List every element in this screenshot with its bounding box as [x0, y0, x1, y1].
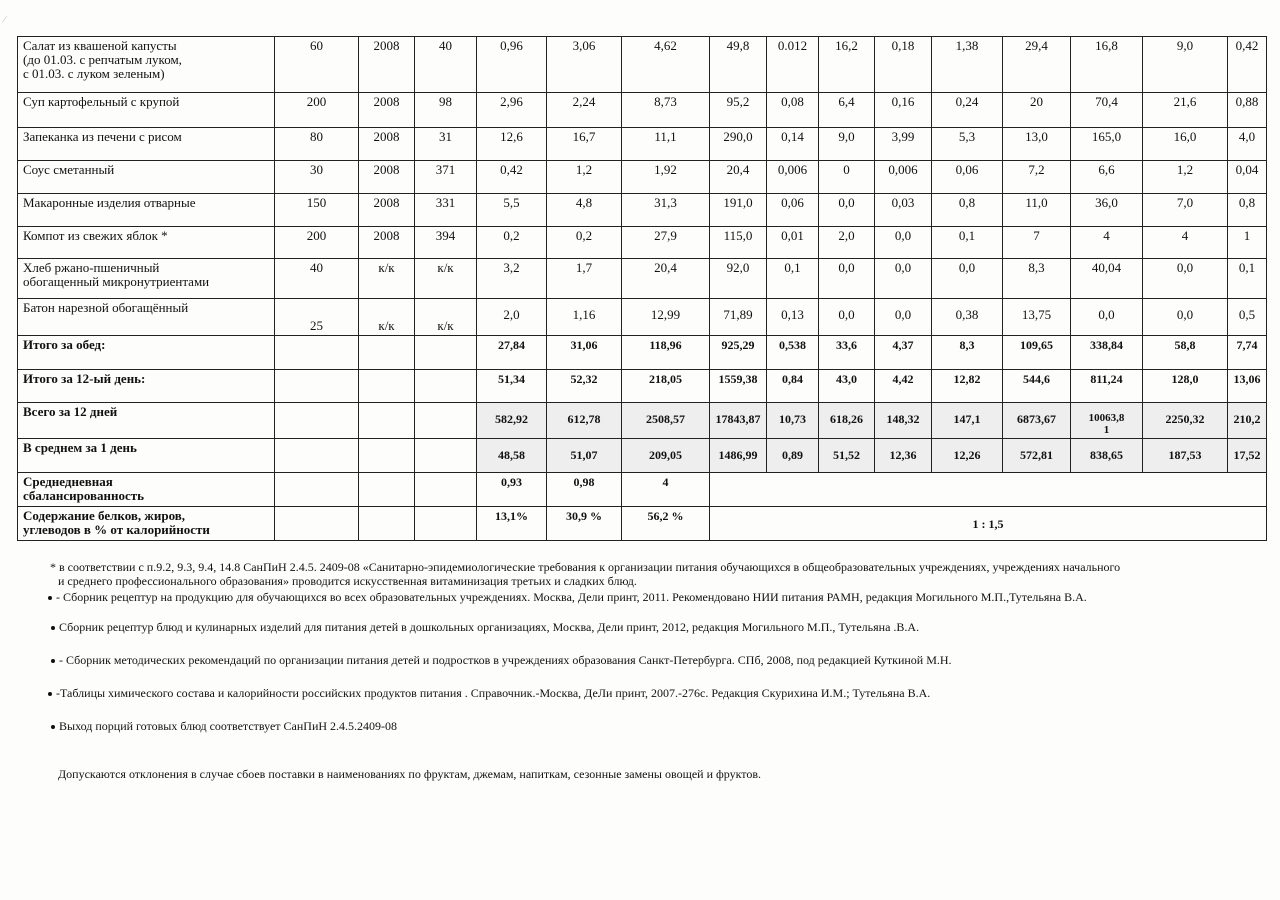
cell-col-2	[359, 473, 415, 507]
cell-col-6: 31,3	[622, 194, 710, 227]
cell-col-1	[275, 473, 359, 507]
cell-col-12: 11,0	[1003, 194, 1071, 227]
cell-col-6: 12,99	[622, 299, 710, 336]
table-row	[18, 473, 1267, 507]
footnote-cont: и среднего профессионального образования» проводится искусственная витаминизация третьих и сладких блюд.	[58, 574, 637, 588]
cell-col-5: 3,06	[547, 37, 622, 93]
cell-col-15: 13,06	[1228, 370, 1267, 403]
cell-col-2: 2008	[359, 194, 415, 227]
cell-col-9: 9,0	[819, 128, 875, 161]
cell-col-13: 0,0	[1071, 299, 1143, 336]
source-item-4: -Таблицы химического состава и калорийности российских продуктов питания . Справочник.-Москва, ДеЛи принт, 2007.-276с. Редакция Скурихина И.М.; Тутельяна В.А.	[48, 686, 1275, 700]
scan-mark: ∕	[4, 14, 6, 24]
table-row	[18, 439, 1267, 473]
bullet-icon	[48, 692, 52, 696]
cell-col-4: 0,96	[477, 37, 547, 93]
cell-col-1: 200	[275, 227, 359, 259]
cell-col-3: 31	[415, 128, 477, 161]
cell-col-8: 0,14	[767, 128, 819, 161]
cell-col-3	[415, 473, 477, 507]
cell-col-9: 33,6	[819, 336, 875, 370]
cell-col-2: 2008	[359, 227, 415, 259]
cell-col-14: 16,0	[1143, 128, 1228, 161]
cell-col-4: 12,6	[477, 128, 547, 161]
cell-col-12: 572,81	[1003, 439, 1071, 473]
table-row	[18, 507, 1267, 541]
nutrition-table	[17, 36, 1267, 541]
cell-col-7: 191,0	[710, 194, 767, 227]
cell-col-9: 43,0	[819, 370, 875, 403]
cell-col-2	[359, 336, 415, 370]
cell-col-12: 13,75	[1003, 299, 1071, 336]
cell-col-10: 148,32	[875, 403, 932, 439]
cell-col-14: 128,0	[1143, 370, 1228, 403]
final-note: Допускаются отклонения в случае сбоев поставки в наименованиях по фруктам, джемам, напиткам, сезонные замены овощей и фруктов.	[58, 767, 762, 781]
cell-col-13: 6,6	[1071, 161, 1143, 194]
cell-col-3	[415, 439, 477, 473]
cell-col-2: к/к	[359, 259, 415, 299]
cell-col-8: 0,89	[767, 439, 819, 473]
cell-col-2: 2008	[359, 161, 415, 194]
cell-col-6: 56,2 %	[622, 507, 710, 541]
cell-col-1	[275, 507, 359, 541]
cell-col-12: 6873,67	[1003, 403, 1071, 439]
source-item-2: Сборник рецептур блюд и кулинарных изделий для питания детей в дошкольных организациях, Москва, Дели принт, 2012, редакция Могильного М.П., Тутельяна .В.А.	[51, 620, 1275, 634]
cell-col-3: 40	[415, 37, 477, 93]
cell-col-2	[359, 439, 415, 473]
cell-col-10: 3,99	[875, 128, 932, 161]
cell-col-4: 0,2	[477, 227, 547, 259]
cell-col-5: 30,9 %	[547, 507, 622, 541]
table-row	[18, 370, 1267, 403]
bullet-icon	[51, 725, 55, 729]
cell-col-5: 1,2	[547, 161, 622, 194]
cell-col-4: 582,92	[477, 403, 547, 439]
cell-col-12: 109,65	[1003, 336, 1071, 370]
cell-col-6: 20,4	[622, 259, 710, 299]
cell-col-3: к/к	[415, 259, 477, 299]
cell-col-6: 4	[622, 473, 710, 507]
cell-col-12: 7,2	[1003, 161, 1071, 194]
cell-col-8: 0,13	[767, 299, 819, 336]
dish-name: Итого за 12-ый день:	[18, 370, 275, 403]
cell-col-3	[415, 403, 477, 439]
cell-col-9: 6,4	[819, 93, 875, 128]
dish-name: Батон нарезной обогащённый	[18, 299, 275, 336]
cell-col-4: 48,58	[477, 439, 547, 473]
cell-col-3: 98	[415, 93, 477, 128]
table-row	[18, 403, 1267, 439]
cell-col-2: 2008	[359, 93, 415, 128]
cell-col-7: 95,2	[710, 93, 767, 128]
cell-col-6: 8,73	[622, 93, 710, 128]
cell-col-4: 2,96	[477, 93, 547, 128]
cell-col-5: 1,7	[547, 259, 622, 299]
cell-col-11: 0,0	[932, 259, 1003, 299]
cell-col-7: 49,8	[710, 37, 767, 93]
cell-col-9: 0	[819, 161, 875, 194]
cell-col-9: 618,26	[819, 403, 875, 439]
cell-col-1: 200	[275, 93, 359, 128]
cell-col-6: 2508,57	[622, 403, 710, 439]
notes-section	[20, 560, 1275, 781]
cell-col-12: 29,4	[1003, 37, 1071, 93]
dish-name: В среднем за 1 день	[18, 439, 275, 473]
cell-col-8: 0,08	[767, 93, 819, 128]
source-item-1: - Сборник рецептур на продукцию для обучающихся во всех образовательных учреждениях. Москва, Дели принт, 2011. Рекомендовано НИИ питания РАМН, редакция Могильного М.П.,Тутельяна В.А.	[48, 590, 1275, 604]
dish-name: Итого за обед:	[18, 336, 275, 370]
cell-col-15: 1	[1228, 227, 1267, 259]
cell-col-10: 4,37	[875, 336, 932, 370]
cell-col-11: 5,3	[932, 128, 1003, 161]
dish-name: Макаронные изделия отварные	[18, 194, 275, 227]
cell-col-5: 0,98	[547, 473, 622, 507]
cell-col-5: 52,32	[547, 370, 622, 403]
cell-col-13: 811,24	[1071, 370, 1143, 403]
cell-col-7: 92,0	[710, 259, 767, 299]
dish-name: Среднедневная сбалансированность	[18, 473, 275, 507]
cell-col-5: 51,07	[547, 439, 622, 473]
cell-col-8: 0,84	[767, 370, 819, 403]
cell-col-11: 0,1	[932, 227, 1003, 259]
table-row	[18, 259, 1267, 299]
cell-col-10: 0,18	[875, 37, 932, 93]
cell-col-4: 27,84	[477, 336, 547, 370]
cell-col-11: 0,38	[932, 299, 1003, 336]
bullet-icon	[51, 659, 55, 663]
cell-col-11: 12,26	[932, 439, 1003, 473]
cell-col-9: 0,0	[819, 299, 875, 336]
cell-col-13: 36,0	[1071, 194, 1143, 227]
dish-name: Всего за 12 дней	[18, 403, 275, 439]
cell-col-12: 544,6	[1003, 370, 1071, 403]
cell-col-13: 40,04	[1071, 259, 1143, 299]
cell-col-13: 4	[1071, 227, 1143, 259]
cell-col-2	[359, 370, 415, 403]
cell-col-1: 40	[275, 259, 359, 299]
cell-col-3: 331	[415, 194, 477, 227]
cell-col-4: 51,34	[477, 370, 547, 403]
cell-col-10: 0,006	[875, 161, 932, 194]
cell-col-8: 0,006	[767, 161, 819, 194]
table-row	[18, 194, 1267, 227]
cell-col-15: 4,0	[1228, 128, 1267, 161]
cell-col-12: 8,3	[1003, 259, 1071, 299]
cell-col-14: 21,6	[1143, 93, 1228, 128]
cell-col-4: 0,42	[477, 161, 547, 194]
cell-col-7: 20,4	[710, 161, 767, 194]
cell-col-5: 16,7	[547, 128, 622, 161]
cell-col-4: 0,93	[477, 473, 547, 507]
cell-col-15: 7,74	[1228, 336, 1267, 370]
cell-col-10: 0,16	[875, 93, 932, 128]
dish-name: Суп картофельный с крупой	[18, 93, 275, 128]
cell-col-15: 0,8	[1228, 194, 1267, 227]
cell-col-1: 60	[275, 37, 359, 93]
cell-col-6: 209,05	[622, 439, 710, 473]
cell-col-13: 16,8	[1071, 37, 1143, 93]
cell-col-12: 20	[1003, 93, 1071, 128]
cell-col-8: 0,538	[767, 336, 819, 370]
source-item-5: Выход порций готовых блюд соответствует СанПиН 2.4.5.2409-08	[51, 719, 1275, 733]
cell-col-11: 0,24	[932, 93, 1003, 128]
cell-col-11: 1,38	[932, 37, 1003, 93]
cell-col-4: 5,5	[477, 194, 547, 227]
cell-col-14: 0,0	[1143, 299, 1228, 336]
cell-col-7: 925,29	[710, 336, 767, 370]
cell-col-14: 1,2	[1143, 161, 1228, 194]
cell-col-4: 2,0	[477, 299, 547, 336]
cell-col-13: 10063,8 1	[1071, 403, 1143, 439]
cell-col-8: 0,06	[767, 194, 819, 227]
cell-col-8: 0,1	[767, 259, 819, 299]
cell-col-12: 7	[1003, 227, 1071, 259]
cell-col-9: 2,0	[819, 227, 875, 259]
dish-name: Хлеб ржано-пшеничный обогащенный микронутриентами	[18, 259, 275, 299]
cell-col-7: 115,0	[710, 227, 767, 259]
ratio-cell: 1 : 1,5	[710, 507, 1267, 541]
cell-col-1: 150	[275, 194, 359, 227]
cell-col-6: 118,96	[622, 336, 710, 370]
cell-col-9: 0,0	[819, 194, 875, 227]
dish-name: Запеканка из печени с рисом	[18, 128, 275, 161]
bullet-icon	[51, 626, 55, 630]
cell-col-6: 218,05	[622, 370, 710, 403]
cell-col-2	[359, 507, 415, 541]
cell-col-7: 290,0	[710, 128, 767, 161]
cell-col-3: к/к	[415, 299, 477, 336]
cell-col-7: 1486,99	[710, 439, 767, 473]
footnote: * в соответствии с п.9.2, 9.3, 9.4, 14.8 СанПиН 2.4.5. 2409-08 «Санитарно-эпидемиологические требования к организации питания обучающихся в общеобразовательных учреждениях, учреждениях начального	[50, 560, 1121, 574]
cell-col-11: 0,06	[932, 161, 1003, 194]
cell-col-9: 16,2	[819, 37, 875, 93]
cell-col-3	[415, 336, 477, 370]
cell-col-1	[275, 439, 359, 473]
cell-col-14: 7,0	[1143, 194, 1228, 227]
cell-col-7: 1559,38	[710, 370, 767, 403]
cell-col-9: 51,52	[819, 439, 875, 473]
cell-col-3	[415, 370, 477, 403]
cell-col-1: 80	[275, 128, 359, 161]
cell-col-1	[275, 403, 359, 439]
cell-col-14: 58,8	[1143, 336, 1228, 370]
cell-col-12: 13,0	[1003, 128, 1071, 161]
cell-col-3: 394	[415, 227, 477, 259]
cell-col-15: 0,04	[1228, 161, 1267, 194]
bullet-icon	[48, 596, 52, 600]
cell-col-3: 371	[415, 161, 477, 194]
cell-col-14: 187,53	[1143, 439, 1228, 473]
cell-col-2: 2008	[359, 37, 415, 93]
cell-col-13: 338,84	[1071, 336, 1143, 370]
cell-col-11: 0,8	[932, 194, 1003, 227]
table-row	[18, 336, 1267, 370]
cell-col-11: 12,82	[932, 370, 1003, 403]
cell-col-10: 4,42	[875, 370, 932, 403]
cell-col-1: 30	[275, 161, 359, 194]
cell-col-6: 1,92	[622, 161, 710, 194]
cell-col-10: 12,36	[875, 439, 932, 473]
cell-col-7: 71,89	[710, 299, 767, 336]
cell-col-13: 70,4	[1071, 93, 1143, 128]
table-row	[18, 128, 1267, 161]
empty-cells	[710, 473, 1267, 507]
cell-col-1	[275, 336, 359, 370]
cell-col-7: 17843,87	[710, 403, 767, 439]
cell-col-11: 147,1	[932, 403, 1003, 439]
cell-col-6: 27,9	[622, 227, 710, 259]
cell-col-4: 13,1%	[477, 507, 547, 541]
cell-col-15: 210,2	[1228, 403, 1267, 439]
cell-col-8: 0.012	[767, 37, 819, 93]
cell-col-5: 0,2	[547, 227, 622, 259]
dish-name: Компот из свежих яблок *	[18, 227, 275, 259]
cell-col-2: к/к	[359, 299, 415, 336]
cell-col-15: 0,88	[1228, 93, 1267, 128]
cell-col-10: 0,0	[875, 227, 932, 259]
table-row	[18, 161, 1267, 194]
dish-name: Соус сметанный	[18, 161, 275, 194]
cell-col-3	[415, 507, 477, 541]
cell-col-2: 2008	[359, 128, 415, 161]
cell-col-15: 0,42	[1228, 37, 1267, 93]
cell-col-5: 612,78	[547, 403, 622, 439]
cell-col-13: 165,0	[1071, 128, 1143, 161]
cell-col-14: 9,0	[1143, 37, 1228, 93]
cell-col-10: 0,0	[875, 259, 932, 299]
cell-col-5: 1,16	[547, 299, 622, 336]
cell-col-14: 0,0	[1143, 259, 1228, 299]
cell-col-1: 25	[275, 299, 359, 336]
cell-col-14: 4	[1143, 227, 1228, 259]
cell-col-15: 17,52	[1228, 439, 1267, 473]
cell-col-10: 0,03	[875, 194, 932, 227]
dish-name: Содержание белков, жиров, углеводов в % от калорийности	[18, 507, 275, 541]
cell-col-13: 838,65	[1071, 439, 1143, 473]
cell-col-15: 0,5	[1228, 299, 1267, 336]
cell-col-4: 3,2	[477, 259, 547, 299]
cell-col-9: 0,0	[819, 259, 875, 299]
table-row	[18, 37, 1267, 93]
source-item-3: - Сборник методических рекомендаций по организации питания детей и подростков в учреждениях образования Санкт-Петербурга. СПб, 2008, под редакцией Куткиной М.Н.	[51, 653, 1275, 667]
cell-col-15: 0,1	[1228, 259, 1267, 299]
cell-col-5: 31,06	[547, 336, 622, 370]
table-row	[18, 299, 1267, 336]
cell-col-8: 0,01	[767, 227, 819, 259]
table-row	[18, 93, 1267, 128]
cell-col-6: 11,1	[622, 128, 710, 161]
cell-col-1	[275, 370, 359, 403]
cell-col-2	[359, 403, 415, 439]
cell-col-11: 8,3	[932, 336, 1003, 370]
cell-col-5: 2,24	[547, 93, 622, 128]
cell-col-14: 2250,32	[1143, 403, 1228, 439]
cell-col-10: 0,0	[875, 299, 932, 336]
table-row	[18, 227, 1267, 259]
cell-col-8: 10,73	[767, 403, 819, 439]
cell-col-5: 4,8	[547, 194, 622, 227]
dish-name: Салат из квашеной капусты (до 01.03. с репчатым луком, с 01.03. с луком зеленым)	[18, 37, 275, 93]
cell-col-6: 4,62	[622, 37, 710, 93]
